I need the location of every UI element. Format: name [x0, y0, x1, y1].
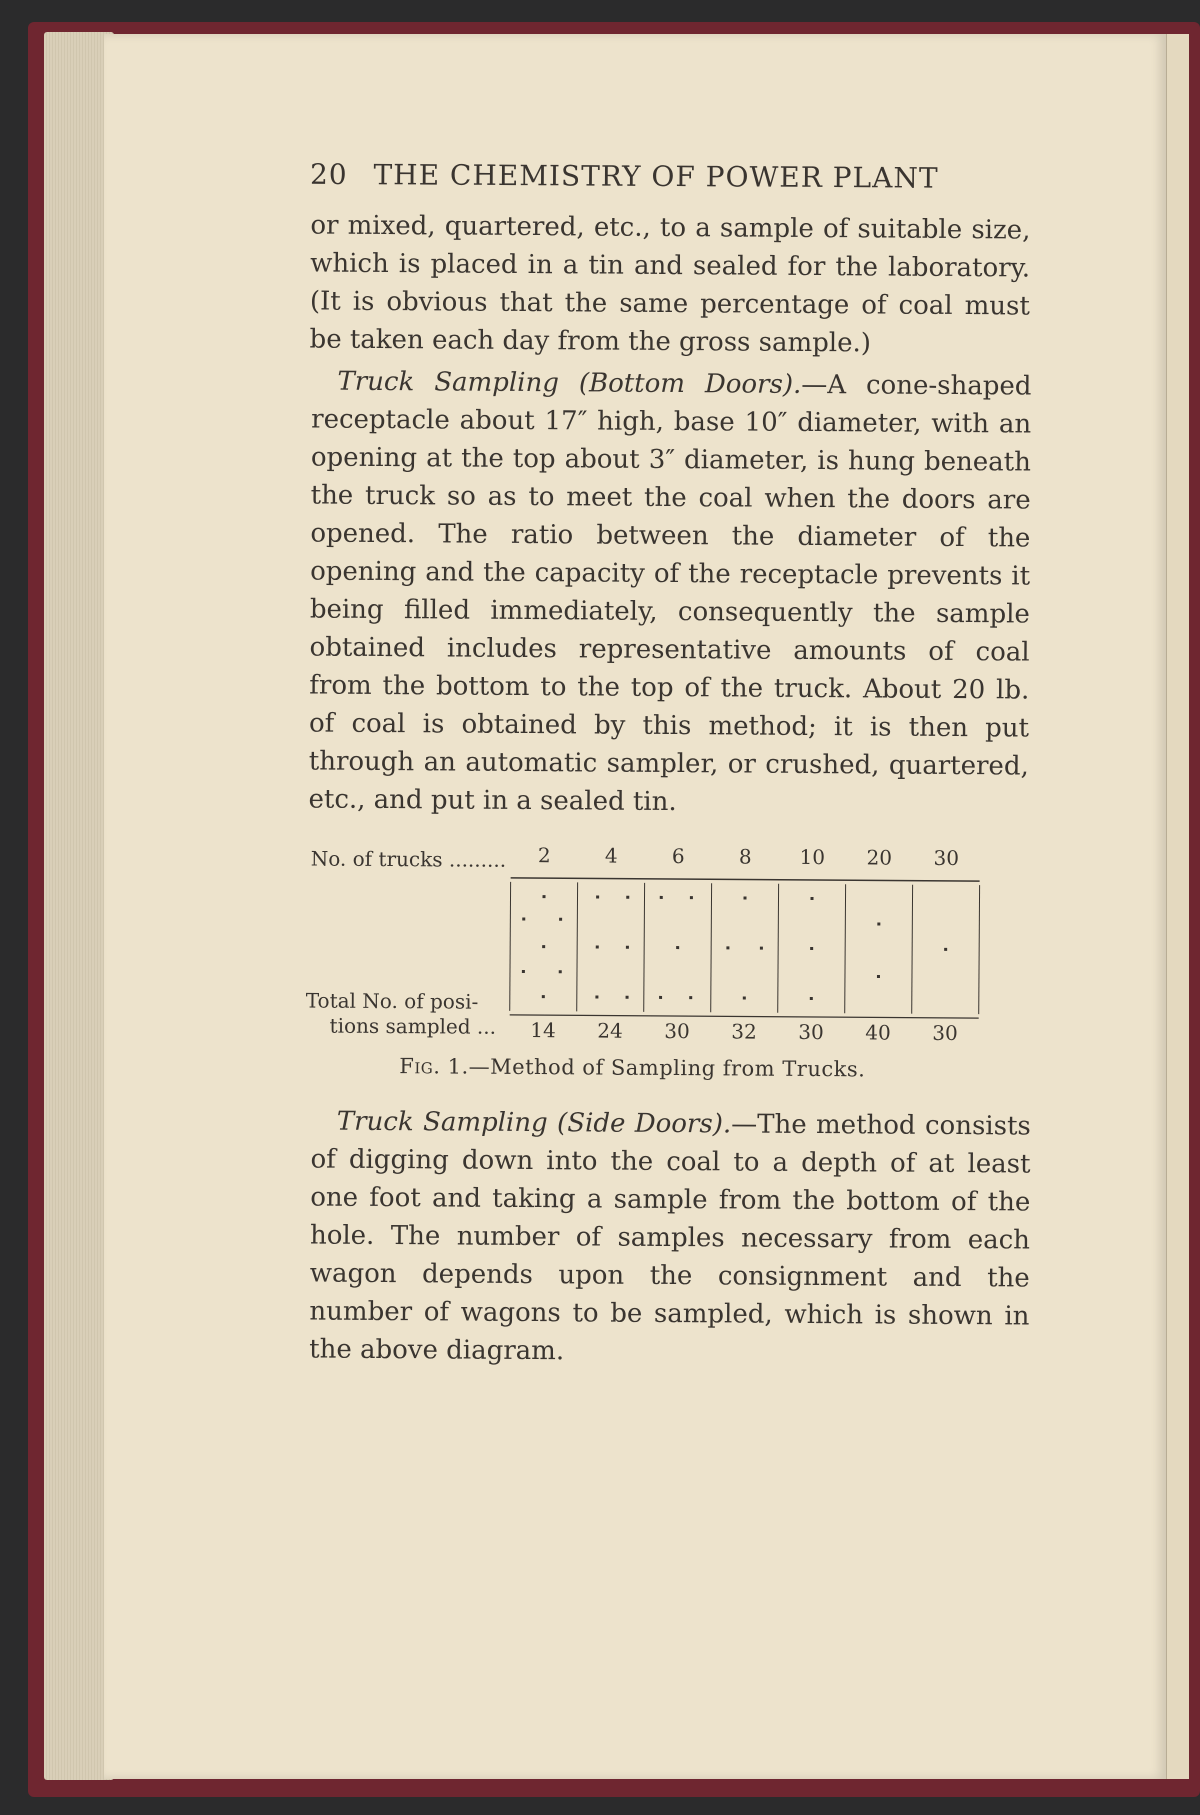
grid-column-divider	[979, 885, 980, 1014]
sample-position-dot	[596, 945, 599, 948]
sample-position-dot	[676, 946, 679, 949]
grid-column-divider	[644, 883, 645, 1012]
label-no-of-trucks: No. of trucks .........	[310, 846, 507, 872]
grid-column-divider	[845, 884, 846, 1013]
sample-position-dot	[626, 946, 629, 949]
caption-prefix: Fig. 1.	[399, 1054, 469, 1079]
grid-column-divider	[778, 884, 779, 1013]
sample-position-dot	[877, 922, 880, 925]
sample-position-dot	[559, 970, 562, 973]
label-total-positions-2: tions sampled ...	[329, 1013, 497, 1039]
sample-position-dot	[877, 975, 880, 978]
positions-total-label: 14	[530, 1018, 556, 1043]
grid-top-rule	[511, 878, 980, 881]
paragraph-continuation: or mixed, quartered, etc., to a sample of suitable size, which is placed in a tin and sealed for the laboratory. (It is obvious that the same percentage of coal must be taken each day from the gross sample.)	[309, 210, 1031, 359]
sample-position-dot	[660, 896, 663, 899]
figure-caption	[399, 1054, 865, 1081]
sample-position-dot	[690, 896, 693, 899]
label-total-positions-1: Total No. of posi-	[305, 988, 479, 1014]
sample-position-dot	[744, 897, 747, 900]
sample-position-dot	[542, 995, 545, 998]
positions-total-label: 40	[865, 1020, 891, 1045]
running-head-title: THE CHEMISTRY OF POWER PLANT	[373, 158, 939, 195]
trucks-count-label: 10	[799, 844, 826, 870]
sample-position-dot	[542, 945, 545, 948]
page-number: 20	[309, 157, 348, 192]
sample-position-dot	[522, 970, 525, 973]
sample-position-dot	[522, 917, 525, 920]
sample-position-dot	[626, 896, 629, 899]
paragraph-side-doors	[309, 1102, 1031, 1373]
section-heading: Truck Sampling (Bottom Doors).	[337, 366, 802, 400]
paragraph-text: —A cone-shaped receptacle about 17″ high, base 10″ diameter, with an opening at the top about 3″ diameter, is hung beneath the truck so as to meet the coal when the doors are opened. The ratio between the diameter of the opening and the capacity of the receptacle prevents it being filled immediately, consequently the sample obtained includes representative amounts of coal from the bottom to the top of the truck. About 20 lb. of coal is obtained by this method; it is then put through an automatic sampler, or crushed, quartered, etc., and put in a sealed tin.	[308, 369, 1032, 818]
sample-position-dot	[810, 997, 813, 1000]
trucks-count-label: 2	[537, 843, 551, 868]
sample-position-dot	[760, 947, 763, 950]
trucks-count-label: 4	[604, 843, 618, 868]
sample-position-dot	[543, 895, 546, 898]
positions-total-label: 30	[664, 1018, 690, 1044]
page-content	[305, 157, 1032, 1371]
trucks-count-label: 6	[671, 844, 685, 869]
positions-total-label: 30	[798, 1019, 824, 1045]
positions-total-label: 24	[597, 1018, 623, 1043]
grid-column-divider	[711, 883, 712, 1012]
grid-column-divider	[510, 882, 511, 1011]
grid-bottom-rule	[510, 1015, 979, 1018]
sample-position-dot	[810, 947, 813, 950]
caption-text: —Method of Sampling from Trucks.	[468, 1054, 866, 1082]
running-header	[310, 158, 1030, 195]
paragraph-bottom-doors	[308, 362, 1031, 823]
facing-page-edge	[1166, 34, 1189, 1779]
sample-position-dot	[626, 996, 629, 999]
sample-position-dot	[810, 897, 813, 900]
sample-position-dot	[659, 996, 662, 999]
sample-position-dot	[559, 918, 562, 921]
sample-position-dot	[596, 895, 599, 898]
grid-column-divider	[577, 882, 578, 1011]
sample-position-dot	[743, 997, 746, 1000]
trucks-count-label: 20	[866, 845, 893, 870]
sample-position-dot	[595, 995, 598, 998]
trucks-count-label: 8	[738, 844, 752, 869]
grid-column-divider	[912, 885, 913, 1014]
sample-position-dot	[726, 946, 729, 949]
sample-position-dot	[689, 996, 692, 999]
paragraph-text: —The method consists of digging down into the coal to a depth of at least one foot and taking a sample from the bottom of the hole. The number of samples necessary from each wagon depends upon the consignment and the number of wagons to be sampled, which is shown in the above diagram.	[309, 1109, 1031, 1367]
sample-position-dot	[944, 948, 947, 951]
truck-grid-diagram	[309, 838, 1030, 1053]
figure-sampling-diagram	[305, 838, 1031, 1103]
positions-total-label: 32	[731, 1019, 757, 1044]
positions-total-label: 30	[932, 1020, 958, 1046]
section-heading: Truck Sampling (Side Doors).	[336, 1106, 732, 1140]
trucks-count-label: 30	[933, 845, 960, 871]
